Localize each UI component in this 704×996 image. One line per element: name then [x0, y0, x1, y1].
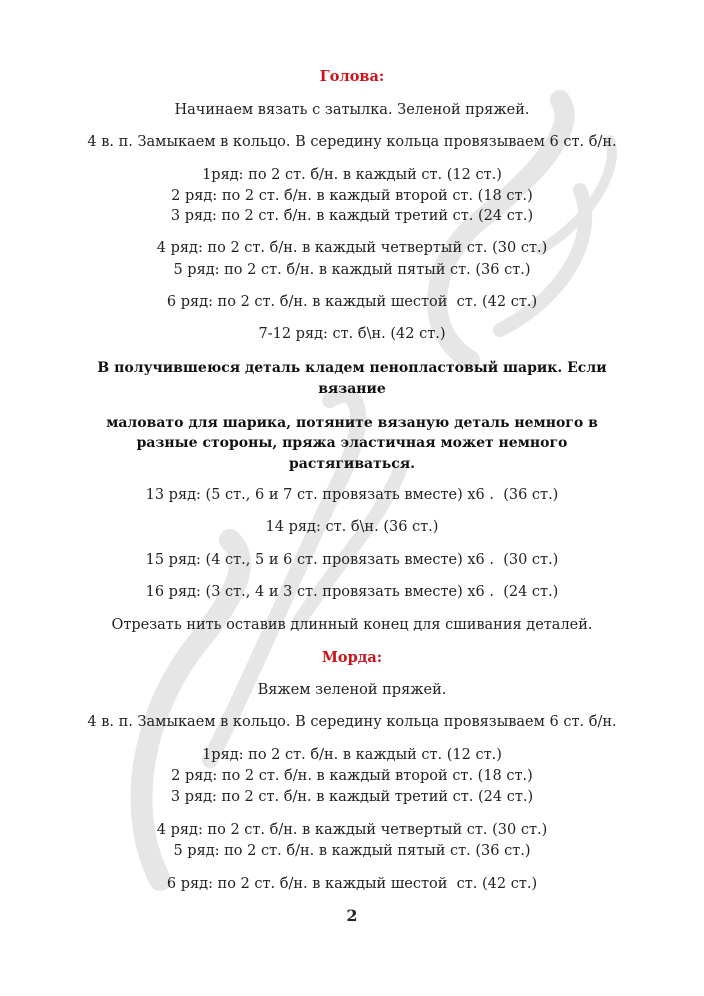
text-line: 6 ряд: по 2 ст. б/н. в каждый шестой ст. (42 ст.) — [166, 876, 538, 892]
section-title-muzzle: Морда: — [321, 649, 383, 666]
text-line: 14 ряд: ст. б\н. (36 ст.) — [265, 519, 439, 535]
text-line: 16 ряд: (3 ст., 4 и 3 ст. провязать вместе) х6 . (24 ст.) — [145, 584, 559, 600]
text-line: 4 ряд: по 2 ст. б/н. в каждый четвертый ст. (30 ст.) — [156, 822, 548, 838]
text-line: Вяжем зеленой пряжей. — [257, 682, 447, 698]
text-line: Отрезать нить оставив длинный конец для сшивания деталей. — [111, 617, 593, 633]
bold-note-line: маловато для шарика, потяните вязаную деталь немного в — [106, 415, 598, 431]
text-line: 3 ряд: по 2 ст. б/н. в каждый третий ст. (24 ст.) — [170, 789, 534, 805]
text-line: 4 в. п. Замыкаем в кольцо. В середину кольца провязываем 6 ст. б/н. — [87, 134, 617, 150]
section-title-head: Голова: — [319, 68, 385, 85]
text-line: 13 ряд: (5 ст., 6 и 7 ст. провязать вместе) х6 . (36 ст.) — [145, 487, 559, 503]
text-line: 1ряд: по 2 ст. б/н. в каждый ст. (12 ст.) — [202, 747, 502, 763]
text-line: 4 в. п. Замыкаем в кольцо. В середину кольца провязываем 6 ст. б/н. — [87, 714, 617, 730]
bold-note-line: вязание — [318, 381, 386, 397]
text-line: 4 ряд: по 2 ст. б/н. в каждый четвертый ст. (30 ст.) — [156, 240, 548, 256]
text-line: 5 ряд: по 2 ст. б/н. в каждый пятый ст. (36 ст.) — [173, 843, 531, 859]
text-line: 3 ряд: по 2 ст. б/н. в каждый третий ст. (24 ст.) — [170, 208, 534, 224]
text-line: 1ряд: по 2 ст. б/н. в каждый ст. (12 ст.) — [202, 167, 502, 183]
bold-note-line: растягиваться. — [288, 456, 416, 472]
text-line: 15 ряд: (4 ст., 5 и 6 ст. провязать вместе) х6 . (30 ст.) — [145, 552, 559, 568]
text-line: 7-12 ряд: ст. б\н. (42 ст.) — [258, 326, 446, 342]
text-line: 2 ряд: по 2 ст. б/н. в каждый второй ст. (18 ст.) — [171, 768, 533, 784]
text-line: Начинаем вязать с затылка. Зеленой пряжей. — [174, 102, 530, 118]
text-line: 5 ряд: по 2 ст. б/н. в каждый пятый ст. (36 ст.) — [173, 262, 531, 278]
bold-note-line: В получившеюся деталь кладем пенопластовый шарик. Если — [97, 360, 607, 376]
text-line: 6 ряд: по 2 ст. б/н. в каждый шестой ст. (42 ст.) — [166, 294, 538, 310]
text-line: 2 ряд: по 2 ст. б/н. в каждый второй ст. (18 ст.) — [171, 188, 533, 204]
bold-note-line: разные стороны, пряжа эластичная может немного — [136, 435, 568, 451]
page-number: 2 — [346, 906, 358, 925]
